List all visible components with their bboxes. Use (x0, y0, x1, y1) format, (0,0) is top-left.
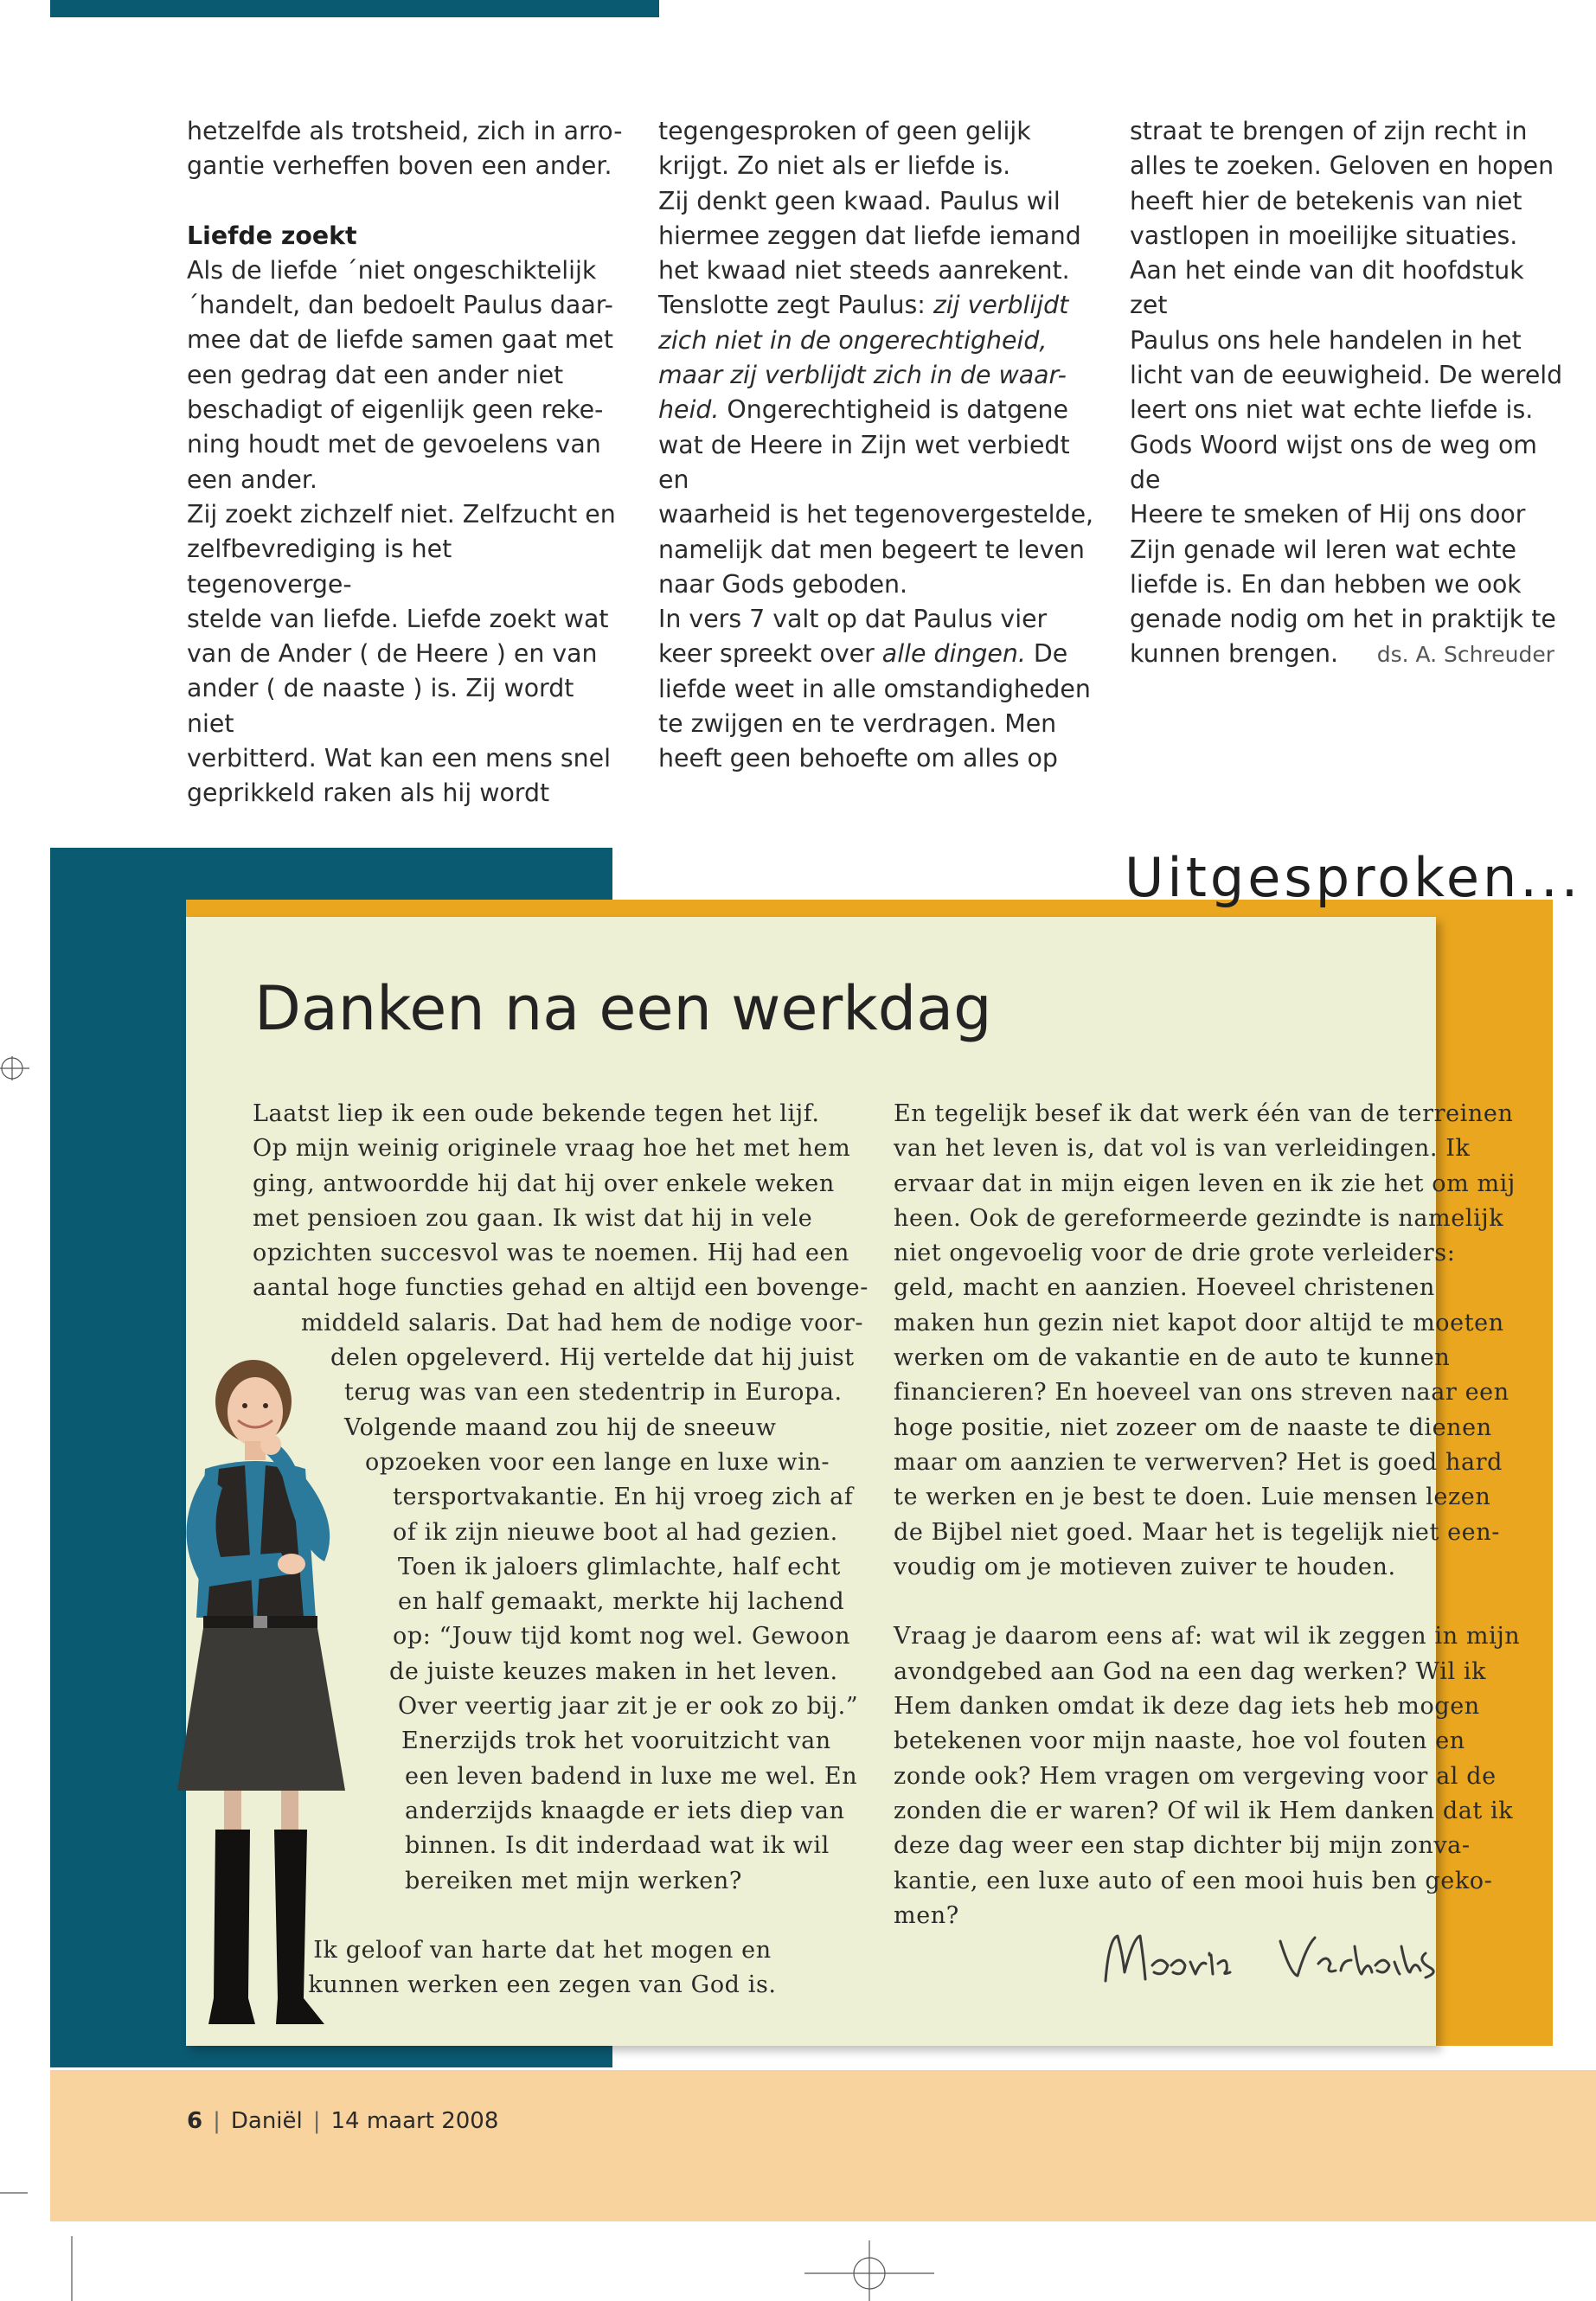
article-line: liefde is. En dan hebben we ook (1130, 569, 1522, 599)
text-run: keer spreekt over (658, 639, 882, 669)
article-line: licht van de eeuwigheid. De wereld (1130, 361, 1563, 390)
article-line: In vers 7 valt op dat Paulus vier (658, 605, 1048, 634)
feature-line: met pensioen zou gaan. Ik wist dat hij in vele (253, 1204, 813, 1232)
feature-line: hoge positie, niet zozeer om de naaste te dienen (894, 1413, 1492, 1441)
section-label: Uitgesproken... (1125, 846, 1582, 909)
article-line: geprikkeld raken als hij wordt (187, 779, 550, 808)
feature-line: ervaar dat in mijn eigen leven en ik zie het om mij (894, 1170, 1516, 1197)
text-run: Tenslotte zegt Paulus: (658, 291, 933, 320)
feature-line: kantie, een luxe auto of een mooi huis ben geko- (894, 1867, 1493, 1894)
feature-line: heen. Ook de gereformeerde gezindte is namelijk (894, 1204, 1504, 1232)
italic-text: alle dingen. (881, 639, 1026, 669)
article-line: straat te brengen of zijn recht in (1130, 117, 1528, 145)
article-line (658, 393, 1095, 427)
article-line: Als de liefde ´niet ongeschiktelijk (187, 255, 597, 285)
article-line: namelijk dat men begeert te leven (658, 535, 1085, 564)
italic-text: zij verblijdt (933, 291, 1069, 320)
article-line (658, 288, 1095, 323)
feature-line: betekenen voor mijn naaste, hoe vol fouten en (894, 1727, 1465, 1755)
feature-line: de juiste keuzes maken in het leven. (389, 1657, 838, 1685)
feature-line: of ik zijn nieuwe boot al had gezien. (393, 1518, 838, 1546)
feature-line: bereiken met mijn werken? (405, 1867, 742, 1894)
feature-line: maken hun gezin niet kapot door altijd te moeten (894, 1309, 1504, 1336)
feature-line: Toen ik jaloers glimlachte, half echt (398, 1553, 842, 1580)
feature-title: Danken na een werkdag (254, 973, 992, 1044)
woman-photo (151, 1358, 385, 2033)
feature-line: deze dag weer een stap dichter bij mijn zonva- (894, 1832, 1471, 1860)
feature-line: de Bijbel niet goed. Maar het is tegelijk niet een- (894, 1518, 1500, 1546)
feature-line: Enerzijds trok het vooruitzicht van (401, 1727, 831, 1755)
article-line: ander ( de naaste ) is. Zij wordt niet (187, 674, 574, 738)
feature-line: voudig om je motieven zuiver te houden. (894, 1553, 1396, 1580)
article-line (658, 358, 1095, 393)
feature-line: van het leven is, dat vol is van verleidingen. Ik (894, 1135, 1471, 1163)
article-line: waarheid is het tegenovergestelde, (658, 500, 1094, 529)
italic-text: zich niet in de ongerechtigheid, (658, 325, 1048, 355)
feature-body-right (894, 1097, 1521, 1933)
article-line: zelfbevrediging is het tegenoverge- (187, 535, 452, 599)
page-number: 6 (187, 2108, 203, 2134)
article-line: liefde weet in alle omstandigheden (658, 674, 1091, 703)
feature-line: financieren? En hoeveel van ons streven naar een (894, 1379, 1509, 1407)
feature-line: te werken en je best te doen. Luie mensen lezen (894, 1484, 1491, 1511)
feature-line: avondgebed aan God na een dag werken? Wil ik (894, 1657, 1487, 1685)
article-line: Paulus ons hele handelen in het (1130, 325, 1522, 355)
feature-line: En tegelijk besef ik dat werk één van de terreinen (894, 1100, 1514, 1127)
article-column-3 (1130, 114, 1567, 672)
feature-line: ging, antwoordde hij dat hij over enkele weken (253, 1170, 835, 1197)
feature-line: zonden die er waren? Of wil ik Hem danken dat ik (894, 1797, 1514, 1824)
feature-line: maar om aanzien te verwerven? Het is goed hard (894, 1448, 1503, 1476)
article-line: ´handelt, dan bedoelt Paulus daar- (187, 291, 613, 320)
article-line: kunnen brengen. (1130, 639, 1339, 669)
feature-line: opzoeken voor een lange en luxe win- (365, 1448, 830, 1476)
closing-line: Ik geloof van harte dat het mogen en (313, 1937, 772, 1964)
magazine-name: Daniël (230, 2108, 303, 2134)
article-line: beschadigt of eigenlijk geen reke- (187, 395, 604, 425)
article-author: ds. A. Schreuder (1376, 642, 1554, 667)
feature-line: delen opgeleverd. Hij vertelde dat hij juist (330, 1344, 855, 1372)
article-subheading: Liefde zoekt (187, 221, 357, 250)
article-line: verbitterd. Wat kan een mens snel (187, 744, 612, 773)
feature-line: binnen. Is dit inderdaad wat ik wil (405, 1832, 830, 1860)
paragraph-gap (187, 184, 624, 219)
article-column-1 (187, 114, 624, 811)
text-run: De (1025, 639, 1068, 669)
paragraph-gap (894, 1585, 1499, 1619)
top-color-bar (50, 0, 659, 17)
signature (1099, 1920, 1462, 1998)
article-line: leert ons niet wat echte liefde is. (1130, 395, 1534, 425)
feature-line: terug was van een stedentrip in Europa. (344, 1379, 843, 1407)
article-line: genade nodig om het in praktijk te (1130, 605, 1556, 634)
article-line: Aan het einde van dit hoofdstuk zet (1130, 256, 1524, 320)
article-line: hetzelfde als trotsheid, zich in arro- (187, 117, 623, 145)
footer-band (50, 2070, 1596, 2221)
article-line: tegengesproken of geen gelijk (658, 117, 1031, 145)
feature-line: aantal hoge functies gehad en altijd een bovenge- (253, 1274, 869, 1302)
article-column-2 (658, 114, 1095, 777)
article-line: alles te zoeken. Geloven en hopen (1130, 151, 1554, 181)
feature-line: geld, macht en aanzien. Hoeveel christenen (894, 1274, 1435, 1302)
feature-line: middeld salaris. Dat had hem de nodige voor- (301, 1309, 864, 1336)
feature-line: Op mijn weinig originele vraag hoe het met hem (253, 1135, 851, 1163)
article-line: een gedrag dat een ander niet (187, 360, 564, 389)
article-line: hiermee zeggen dat liefde iemand (658, 221, 1081, 250)
crop-mark-bottom-left (67, 2236, 76, 2301)
text-run: Ongerechtigheid is datgene (719, 395, 1069, 425)
feature-line: tersportvakantie. En hij vroeg zich af (393, 1484, 854, 1511)
article-line: naar Gods geboden. (658, 569, 908, 599)
article-line: heeft geen behoefte om alles op (658, 744, 1058, 773)
article-line: wat de Heere in Zijn wet verbiedt en (658, 430, 1070, 494)
feature-line: niet ongevoelig voor de drie grote verleiders: (894, 1240, 1456, 1267)
article-line: Heere te smeken of Hij ons door (1130, 500, 1526, 529)
article-line: vastlopen in moeilijke situaties. (1130, 221, 1518, 250)
feature-line: en half gemaakt, merkte hij lachend (398, 1588, 845, 1616)
article-line (658, 637, 1095, 671)
registration-mark-left (0, 1051, 35, 1086)
feature-line: Laatst liep ik een oude bekende tegen het lijf. (253, 1100, 820, 1127)
feature-line: Volgende maand zou hij de sneeuw (344, 1413, 777, 1441)
footer-separator: | (213, 2108, 221, 2134)
feature-line: Hem danken omdat ik deze dag iets heb mogen (894, 1693, 1480, 1721)
article-line: het kwaad niet steeds aanrekent. (658, 256, 1070, 285)
article-line: Zij zoekt zichzelf niet. Zelfzucht en (187, 499, 616, 529)
article-line: Zij denkt geen kwaad. Paulus wil (658, 186, 1061, 215)
page-footer (187, 2108, 498, 2134)
crop-mark-left (0, 2189, 29, 2197)
article-line: ning houdt met de gevoelens van (187, 430, 601, 459)
feature-line: Over veertig jaar zit je er ook zo bij.” (398, 1693, 859, 1721)
article-line: een ander. (187, 465, 317, 494)
italic-text: heid. (658, 395, 720, 425)
article-line: krijgt. Zo niet als er liefde is. (658, 151, 1011, 181)
feature-line: werken om de vakantie en de auto te kunnen (894, 1344, 1451, 1372)
article-line: Zijn genade wil leren wat echte (1130, 535, 1516, 564)
feature-line: een leven badend in luxe me wel. En (405, 1762, 858, 1790)
feature-line: anderzijds knaagde er iets diep van (405, 1797, 845, 1824)
article-line (658, 324, 1095, 358)
issue-date: 14 maart 2008 (330, 2108, 499, 2134)
article-line: mee dat de liefde samen gaat met (187, 325, 614, 355)
closing-line: kunnen werken een zegen van God is. (308, 1971, 777, 1999)
article-line: van de Ander ( de Heere ) en van (187, 639, 598, 669)
article-line: Gods Woord wijst ons de weg om de (1130, 430, 1537, 494)
italic-text: maar zij verblijdt zich in de waar- (658, 361, 1067, 390)
feature-line: men? (894, 1901, 959, 1929)
feature-line: op: “Jouw tijd komt nog wel. Gewoon (393, 1623, 851, 1650)
feature-line: Vraag je daarom eens af: wat wil ik zeggen in mijn (894, 1623, 1521, 1650)
article-line: heeft hier de betekenis van niet (1130, 186, 1522, 215)
feature-line: zonde ook? Hem vragen om vergeving voor al de (894, 1762, 1497, 1790)
registration-mark-bottom (804, 2240, 934, 2301)
article-line: stelde van liefde. Liefde zoekt wat (187, 604, 609, 633)
article-line: te zwijgen en te verdragen. Men (658, 709, 1057, 739)
article-line: gantie verheffen boven een ander. (187, 151, 612, 181)
feature-line: opzichten succesvol was te noemen. Hij had een (253, 1240, 850, 1267)
footer-separator: | (312, 2108, 321, 2134)
